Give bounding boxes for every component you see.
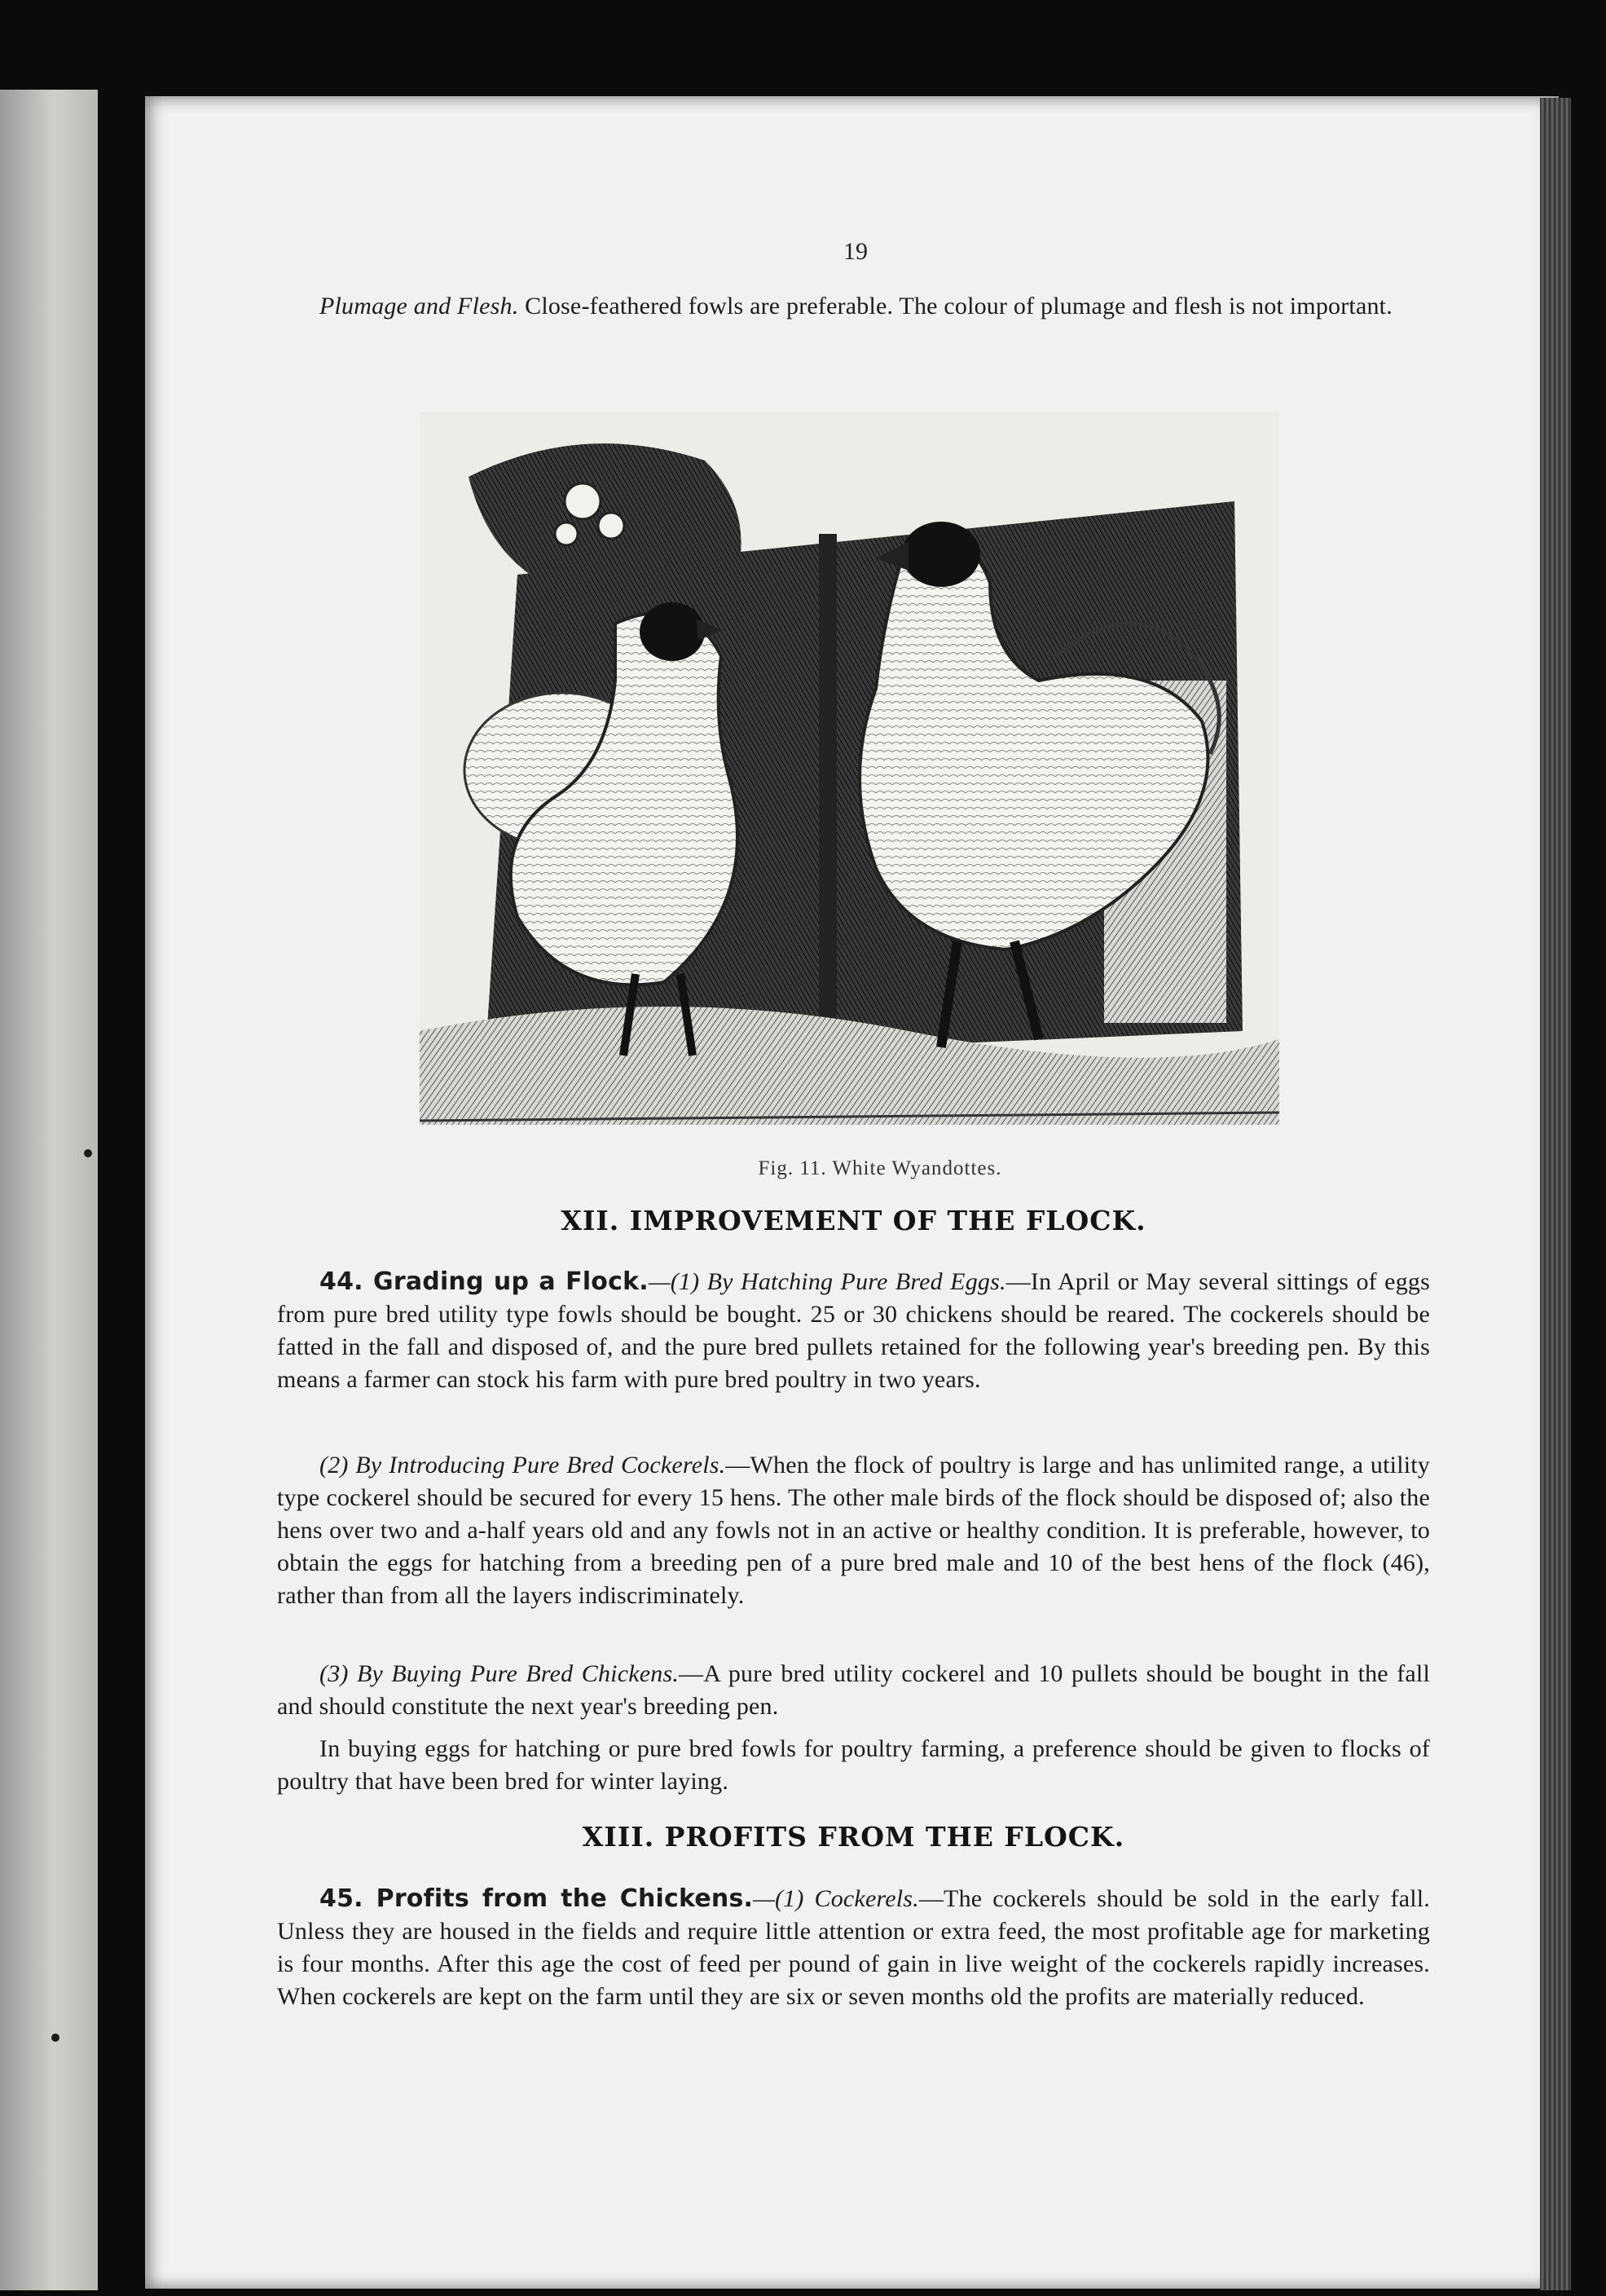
paragraph-cockerels-text: —When the flock of poultry is large and has unlimited range, a utility type cockerel should be secured for every 15 hens. The other male birds of the flock should be disposed of; also the hens over two and a-half years old and any fowls not in an active or healthy condition. It is preferable, however, to obtain the eggs for hatching from a breeding pen of a pure bred male and 10 of the best hens of the flock (46), rather than from all the layers indiscriminately. — [277, 1452, 1430, 1609]
section-heading-xiii: XIII. PROFITS FROM THE FLOCK. — [582, 1821, 1125, 1853]
paragraph-45-text: —The cockerels should be sold in the early fall. Unless they are housed in the fields and require little attention or extra feed, the most profitable age for marketing is four months. After this age the cost of feed per pound of gain in live weight of the cockerels rapidly increases. When cockerels are kept on the farm until they are six or seven months old the profits are materially reduced. — [277, 1885, 1431, 2010]
page-stack-edge — [1540, 98, 1571, 2290]
paragraph-44-text: —In April or May several sittings of eggs from pure bred utility type fowls should be bought. 25 or 30 chickens should be reared. The cockerels should be fatted in the fall and disposed of, and the pure bred pullets retained for the following year's breeding pen. By this means a farmer can stock his farm with pure bred poultry in two years. — [277, 1268, 1430, 1393]
intro-text: Close-feathered fowls are preferable. The colour of plumage and flesh is not important. — [518, 293, 1393, 320]
figure-caption: Fig. 11. White Wyandottes. — [758, 1157, 1002, 1179]
paragraph-44 — [277, 1266, 1430, 1396]
paragraph-cockerels-lead: (2) By Introducing Pure Bred Cockerels. — [319, 1452, 726, 1479]
paragraph-45-lead: —(1) Cockerels. — [753, 1885, 919, 1912]
paragraph-buying-eggs — [277, 1733, 1430, 1798]
intro-paragraph — [277, 290, 1430, 323]
paragraph-44-lead: —(1) By Hatching Pure Bred Eggs. — [648, 1268, 1006, 1295]
paragraph-chickens-text: —A pure bred utility cockerel and 10 pullets should be bought in the fall and should constitute the next year's breeding pen. — [277, 1660, 1430, 1720]
paragraph-cockerels — [277, 1449, 1430, 1612]
section-heading-xii: XII. IMPROVEMENT OF THE FLOCK. — [561, 1205, 1146, 1236]
hens-engraving-image — [420, 412, 1279, 1125]
adjacent-page-edge — [0, 90, 98, 2290]
paragraph-44-head: 44. Grading up a Flock. — [319, 1267, 649, 1296]
paragraph-buying-eggs-text: In buying eggs for hatching or pure bred fowls for poultry farming, a preference should be given to flocks of poultry that have been bred for winter laying. — [277, 1735, 1430, 1795]
paragraph-45-head: 45. Profits from the Chickens. — [319, 1884, 754, 1913]
paragraph-chickens-lead: (3) By Buying Pure Bred Chickens. — [319, 1660, 680, 1687]
scan-speck — [51, 2034, 59, 2042]
scan-speck — [84, 1149, 92, 1157]
paragraph-chickens — [277, 1658, 1430, 1723]
intro-lead: Plumage and Flesh. — [319, 293, 519, 320]
paragraph-45 — [277, 1883, 1430, 2013]
page-number: 19 — [843, 238, 868, 265]
wyandottes-illustration — [420, 412, 1279, 1125]
